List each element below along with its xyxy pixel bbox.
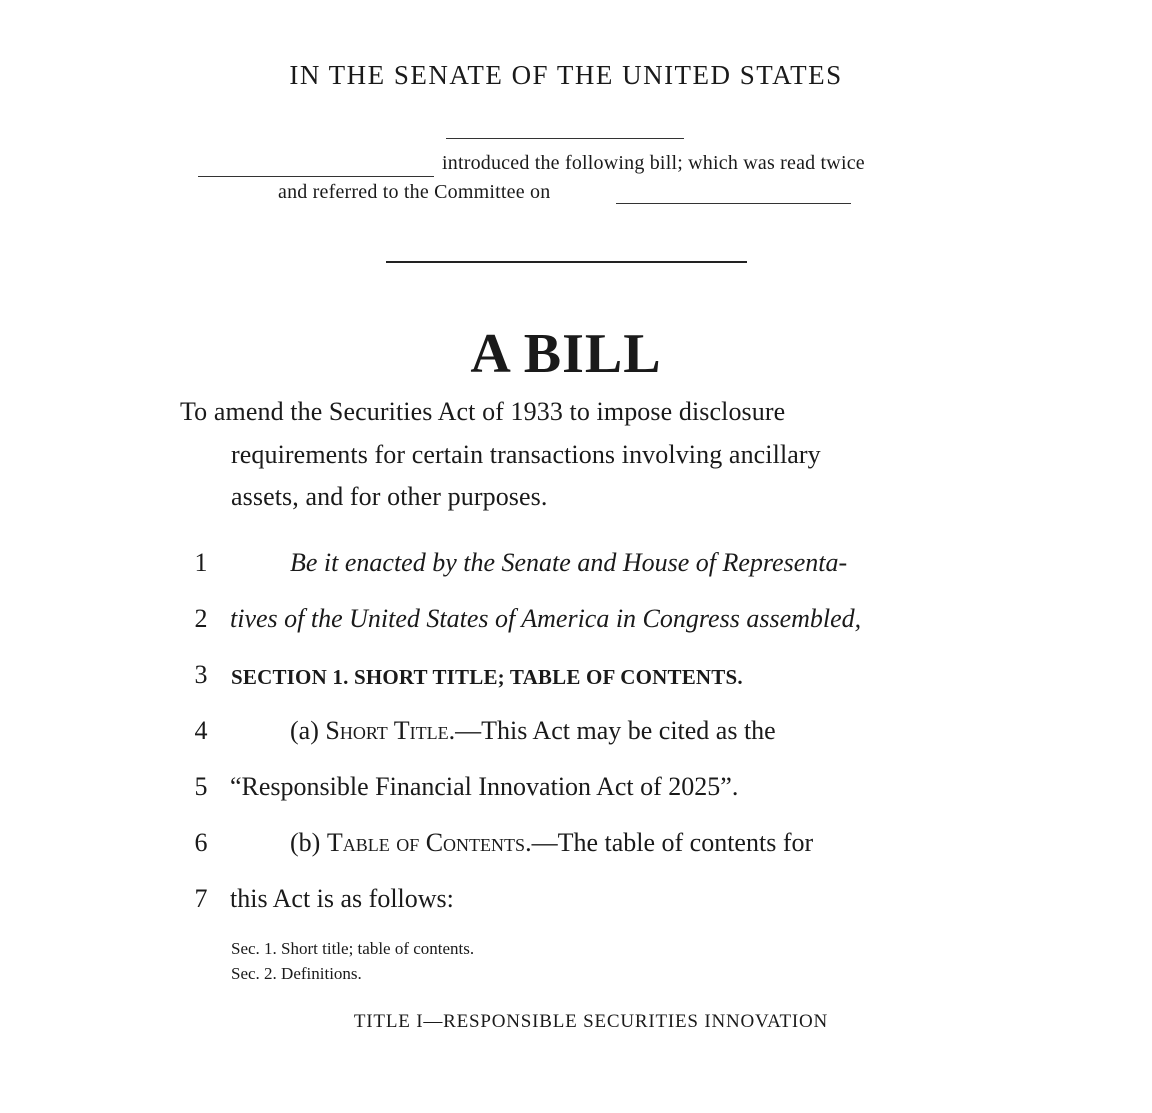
committee-blank (616, 203, 851, 204)
subsection-text: .—This Act may be cited as the (448, 716, 776, 745)
line-number: 3 (194, 660, 208, 689)
subsection-heading: Short Title (325, 716, 449, 745)
line-number: 1 (194, 548, 208, 577)
subsection-heading: Table of Contents (326, 828, 526, 857)
purpose-line-2: requirements for certain transactions involving ancillary (231, 440, 821, 469)
sponsor-blank (198, 176, 434, 177)
line-text (290, 828, 813, 858)
toc-entry: Sec. 2. Definitions. (231, 964, 362, 983)
intro-line-1: introduced the following bill; which was read twice (442, 152, 865, 174)
toc-entry: Sec. 1. Short title; table of contents. (231, 939, 475, 958)
divider-short (446, 138, 684, 139)
toc-title-heading: TITLE I—RESPONSIBLE SECURITIES INNOVATION (353, 1011, 829, 1032)
intro-line-2: and referred to the Committee on (278, 181, 551, 203)
line-text: this Act is as follows: (230, 884, 454, 913)
subsection-text: .—The table of contents for (525, 828, 814, 857)
chamber-heading: IN THE SENATE OF THE UNITED STATES (289, 60, 843, 90)
line-text (290, 716, 776, 746)
divider-long (386, 261, 747, 263)
purpose-line-3: assets, and for other purposes. (231, 482, 548, 511)
bill-heading: A BILL (470, 323, 662, 385)
section-heading: SECTION 1. SHORT TITLE; TABLE OF CONTENTS. (231, 665, 743, 689)
line-number: 5 (194, 772, 208, 801)
purpose-line-1: To amend the Securities Act of 1933 to impose disclosure (180, 397, 786, 426)
line-text: tives of the United States of America in Congress assembled, (230, 604, 862, 633)
line-number: 4 (194, 716, 208, 745)
line-text: Be it enacted by the Senate and House of Representa- (290, 548, 848, 577)
subsection-label: (a) (290, 716, 326, 745)
line-text: “Responsible Financial Innovation Act of 2025”. (230, 772, 739, 801)
subsection-label: (b) (290, 828, 327, 857)
line-number: 2 (194, 604, 208, 633)
line-number: 6 (194, 828, 208, 857)
line-number: 7 (194, 884, 208, 913)
